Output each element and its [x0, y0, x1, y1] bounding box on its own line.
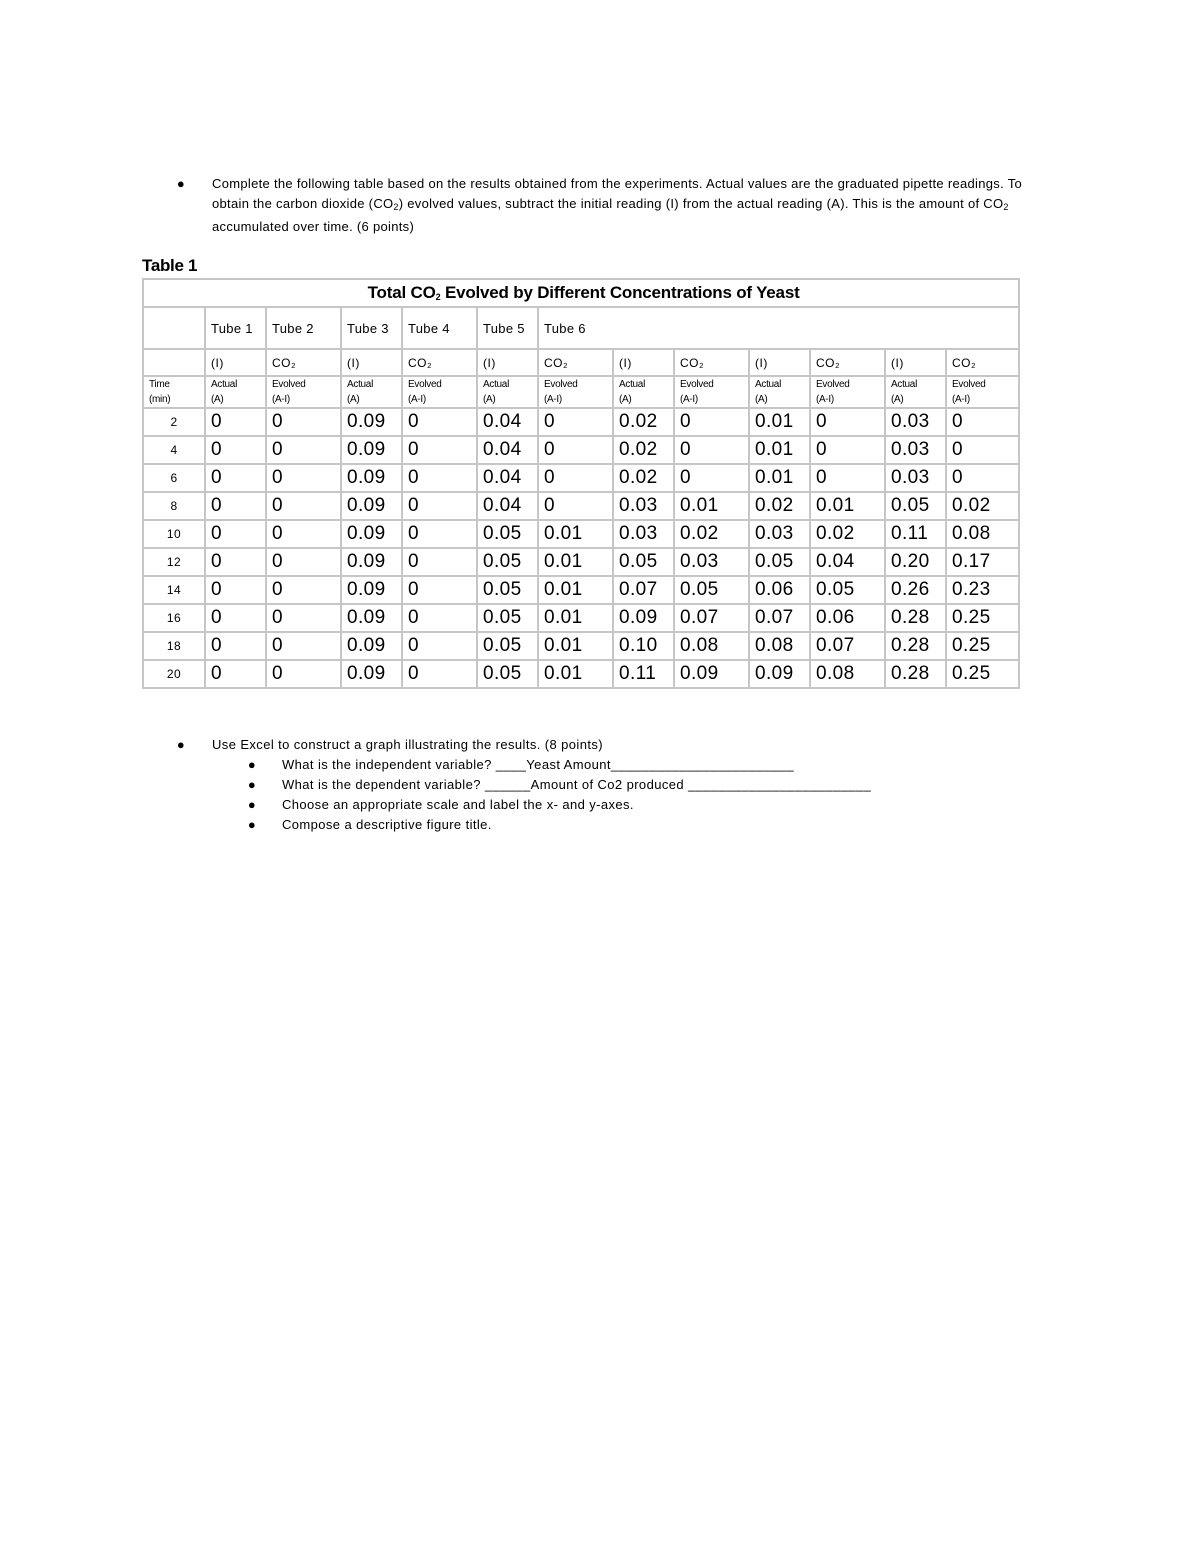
value-cell: 0.05 — [477, 548, 538, 576]
column-label-line1: Actual — [347, 379, 373, 390]
title-instruction: Compose a descriptive figure title. — [282, 817, 492, 832]
column-label-cell — [674, 376, 749, 408]
time-header — [143, 376, 205, 408]
bullet-icon: ● — [176, 176, 186, 191]
value-cell: 0.02 — [613, 464, 674, 492]
value-cell: 0.09 — [341, 492, 402, 520]
table-row — [143, 632, 1019, 660]
value-cell: 0.08 — [749, 632, 810, 660]
table-title — [143, 279, 1019, 307]
value-cell: 0.07 — [749, 604, 810, 632]
value-cell: 0 — [266, 492, 341, 520]
value-cell: 0.04 — [477, 408, 538, 436]
time-cell: 16 — [143, 604, 205, 632]
value-cell: 0.09 — [341, 408, 402, 436]
value-cell: 0.09 — [341, 520, 402, 548]
value-cell: 0.02 — [613, 436, 674, 464]
value-cell: 0.20 — [885, 548, 946, 576]
symbol-cell: CO₂ — [402, 349, 477, 376]
column-label-line1: Actual — [483, 379, 509, 390]
table-row — [143, 576, 1019, 604]
value-cell: 0.05 — [613, 548, 674, 576]
value-cell: 0 — [402, 660, 477, 688]
value-cell: 0 — [205, 408, 266, 436]
table-row — [143, 492, 1019, 520]
value-cell: 0 — [402, 436, 477, 464]
results-table — [142, 278, 1020, 689]
column-label-cell — [205, 376, 266, 408]
column-label-cell — [749, 376, 810, 408]
column-label-line1: Actual — [619, 379, 645, 390]
column-label-line1: Actual — [211, 379, 237, 390]
time-cell: 2 — [143, 408, 205, 436]
value-cell: 0 — [266, 436, 341, 464]
value-cell: 0 — [205, 492, 266, 520]
column-label-line2: (A) — [211, 394, 224, 405]
intro-text — [212, 176, 1022, 234]
time-cell: 20 — [143, 660, 205, 688]
column-label-cell — [341, 376, 402, 408]
value-cell: 0.01 — [538, 548, 613, 576]
intro-bullet — [176, 174, 1056, 237]
tube-header-2: Tube 2 — [266, 307, 341, 349]
tube-header-6: Tube 6 — [538, 307, 1019, 349]
table-row — [143, 548, 1019, 576]
value-cell: 0.02 — [749, 492, 810, 520]
value-cell: 0.01 — [810, 492, 885, 520]
column-label-line1: Evolved — [408, 379, 442, 390]
intro-text-1: Complete the following table based on the results obtained from the experiments. Actual values are the graduated pipette readings. To obtain the carbon dioxide (CO — [212, 176, 1023, 211]
time-cell: 10 — [143, 520, 205, 548]
value-cell: 0.05 — [885, 492, 946, 520]
value-cell: 0.05 — [749, 548, 810, 576]
column-label-line1: Evolved — [952, 379, 986, 390]
value-cell: 0 — [205, 464, 266, 492]
column-label-line2: (A-I) — [816, 394, 834, 405]
column-label-cell — [538, 376, 613, 408]
instructions-sub-item — [176, 775, 1056, 795]
value-cell: 0 — [266, 660, 341, 688]
intro-sub-1: 2 — [393, 202, 399, 212]
column-label-line1: Evolved — [272, 379, 306, 390]
value-cell: 0.23 — [946, 576, 1019, 604]
value-cell: 0.05 — [674, 576, 749, 604]
value-cell: 0.07 — [810, 632, 885, 660]
column-label-line2: (A) — [755, 394, 768, 405]
value-cell: 0 — [402, 492, 477, 520]
column-label-cell — [266, 376, 341, 408]
value-cell: 0.26 — [885, 576, 946, 604]
value-cell: 0.05 — [477, 660, 538, 688]
value-cell: 0 — [538, 436, 613, 464]
symbol-cell: CO₂ — [266, 349, 341, 376]
tube-header-3: Tube 3 — [341, 307, 402, 349]
value-cell: 0 — [946, 436, 1019, 464]
value-cell: 0.09 — [341, 632, 402, 660]
instructions-sub-item — [176, 815, 1056, 835]
value-cell: 0.06 — [749, 576, 810, 604]
value-cell: 0 — [205, 660, 266, 688]
value-cell: 0.09 — [341, 548, 402, 576]
value-cell: 0.04 — [477, 436, 538, 464]
bullet-icon: ● — [247, 777, 257, 792]
symbol-cell: (I) — [205, 349, 266, 376]
intro-text-2: ) evolved values, subtract the initial reading (I) from the actual reading (A). This is the amount of CO — [398, 196, 1004, 211]
column-label-line1: Evolved — [680, 379, 714, 390]
value-cell: 0 — [674, 408, 749, 436]
column-label-line1: Evolved — [816, 379, 850, 390]
value-cell: 0 — [946, 464, 1019, 492]
value-cell: 0 — [402, 408, 477, 436]
time-header-line2: (min) — [149, 394, 171, 405]
symbol-cell: (I) — [749, 349, 810, 376]
value-cell: 0 — [402, 548, 477, 576]
value-cell: 0 — [205, 632, 266, 660]
tube-header-empty — [143, 307, 205, 349]
table-row — [143, 660, 1019, 688]
time-cell: 6 — [143, 464, 205, 492]
value-cell: 0.11 — [613, 660, 674, 688]
column-label-line2: (A) — [891, 394, 904, 405]
value-cell: 0.08 — [674, 632, 749, 660]
bullet-icon: ● — [247, 757, 257, 772]
value-cell: 0.28 — [885, 660, 946, 688]
bullet-icon: ● — [176, 737, 186, 752]
value-cell: 0 — [538, 492, 613, 520]
value-cell: 0.09 — [613, 604, 674, 632]
time-cell: 4 — [143, 436, 205, 464]
value-cell: 0.01 — [538, 520, 613, 548]
column-label-line2: (A-I) — [544, 394, 562, 405]
column-label-cell — [402, 376, 477, 408]
symbol-cell: (I) — [885, 349, 946, 376]
value-cell: 0.09 — [341, 436, 402, 464]
table-row — [143, 436, 1019, 464]
symbol-cell: CO₂ — [810, 349, 885, 376]
value-cell: 0.09 — [341, 576, 402, 604]
value-cell: 0.01 — [538, 576, 613, 604]
value-cell: 0 — [810, 464, 885, 492]
symbol-cell: CO₂ — [538, 349, 613, 376]
time-header-line1: Time — [149, 379, 170, 390]
symbol-cell: CO₂ — [946, 349, 1019, 376]
column-label-line2: (A) — [619, 394, 632, 405]
tube-header-1: Tube 1 — [205, 307, 266, 349]
value-cell: 0.05 — [810, 576, 885, 604]
symbol-cell: (I) — [613, 349, 674, 376]
bullet-icon: ● — [247, 817, 257, 832]
value-cell: 0.01 — [749, 436, 810, 464]
value-cell: 0.02 — [674, 520, 749, 548]
value-cell: 0 — [402, 576, 477, 604]
intro-sub-2: 2 — [1003, 202, 1009, 212]
value-cell: 0 — [205, 604, 266, 632]
table-title-part1: Total CO — [367, 283, 436, 302]
value-cell: 0.03 — [613, 492, 674, 520]
value-cell: 0.04 — [810, 548, 885, 576]
value-cell: 0.09 — [341, 464, 402, 492]
value-cell: 0.02 — [946, 492, 1019, 520]
value-cell: 0.25 — [946, 632, 1019, 660]
value-cell: 0.10 — [613, 632, 674, 660]
column-label-line2: (A-I) — [952, 394, 970, 405]
column-label-line2: (A) — [347, 394, 360, 405]
symbol-cell: CO₂ — [674, 349, 749, 376]
value-cell: 0 — [266, 576, 341, 604]
value-cell: 0.01 — [749, 408, 810, 436]
column-label-cell — [613, 376, 674, 408]
value-cell: 0.01 — [674, 492, 749, 520]
independent-variable-question: What is the independent variable? ____Yeast Amount________________________ — [282, 757, 794, 772]
symbol-cell: (I) — [477, 349, 538, 376]
value-cell: 0.01 — [538, 632, 613, 660]
table-row — [143, 464, 1019, 492]
value-cell: 0.04 — [477, 464, 538, 492]
value-cell: 0 — [205, 520, 266, 548]
label-row — [143, 376, 1019, 408]
value-cell: 0.09 — [341, 660, 402, 688]
value-cell: 0.03 — [885, 408, 946, 436]
value-cell: 0.09 — [341, 604, 402, 632]
column-label-cell — [810, 376, 885, 408]
column-label-line1: Actual — [755, 379, 781, 390]
value-cell: 0.09 — [749, 660, 810, 688]
value-cell: 0 — [266, 408, 341, 436]
value-cell: 0.03 — [885, 464, 946, 492]
value-cell: 0.01 — [749, 464, 810, 492]
value-cell: 0 — [810, 408, 885, 436]
value-cell: 0.11 — [885, 520, 946, 548]
value-cell: 0.17 — [946, 548, 1019, 576]
value-cell: 0.09 — [674, 660, 749, 688]
value-cell: 0 — [266, 464, 341, 492]
column-label-line1: Evolved — [544, 379, 578, 390]
value-cell: 0 — [538, 464, 613, 492]
time-cell: 12 — [143, 548, 205, 576]
value-cell: 0.05 — [477, 520, 538, 548]
tube-header-4: Tube 4 — [402, 307, 477, 349]
value-cell: 0.05 — [477, 604, 538, 632]
value-cell: 0.07 — [674, 604, 749, 632]
value-cell: 0 — [402, 604, 477, 632]
instructions-sub-item — [176, 755, 1056, 775]
value-cell: 0.03 — [885, 436, 946, 464]
dependent-variable-question: What is the dependent variable? ______Amount of Co2 produced ________________________ — [282, 777, 872, 792]
value-cell: 0.28 — [885, 604, 946, 632]
value-cell: 0.25 — [946, 660, 1019, 688]
scale-instruction: Choose an appropriate scale and label the x- and y-axes. — [282, 797, 634, 812]
table-row — [143, 408, 1019, 436]
data-body — [143, 408, 1019, 688]
value-cell: 0 — [946, 408, 1019, 436]
value-cell: 0 — [266, 632, 341, 660]
table-label: Table 1 — [142, 256, 198, 275]
table-title-sub: 2 — [435, 292, 441, 302]
value-cell: 0 — [538, 408, 613, 436]
intro-text-3: accumulated over time. (6 points) — [212, 219, 415, 234]
value-cell: 0.03 — [749, 520, 810, 548]
time-cell: 8 — [143, 492, 205, 520]
table-title-row — [143, 279, 1019, 307]
value-cell: 0.08 — [810, 660, 885, 688]
value-cell: 0.02 — [613, 408, 674, 436]
value-cell: 0.05 — [477, 576, 538, 604]
column-label-line1: Actual — [891, 379, 917, 390]
column-label-line2: (A) — [483, 394, 496, 405]
column-label-cell — [946, 376, 1019, 408]
time-cell: 14 — [143, 576, 205, 604]
table-title-part2: Evolved by Different Concentrations of Yeast — [440, 283, 800, 302]
value-cell: 0 — [266, 520, 341, 548]
instructions-sub-item — [176, 795, 1056, 815]
value-cell: 0.07 — [613, 576, 674, 604]
symbol-row — [143, 349, 1019, 376]
tube-header-5: Tube 5 — [477, 307, 538, 349]
value-cell: 0.08 — [946, 520, 1019, 548]
intro-item — [176, 174, 1056, 237]
value-cell: 0 — [402, 632, 477, 660]
value-cell: 0 — [402, 520, 477, 548]
tube-header-row — [143, 307, 1019, 349]
value-cell: 0.05 — [477, 632, 538, 660]
value-cell: 0 — [674, 436, 749, 464]
symbol-empty — [143, 349, 205, 376]
value-cell: 0.04 — [477, 492, 538, 520]
value-cell: 0 — [674, 464, 749, 492]
column-label-cell — [885, 376, 946, 408]
value-cell: 0.01 — [538, 604, 613, 632]
instructions-main-text: Use Excel to construct a graph illustrating the results. (8 points) — [212, 737, 603, 752]
symbol-cell: (I) — [341, 349, 402, 376]
bullet-icon: ● — [247, 797, 257, 812]
value-cell: 0.02 — [810, 520, 885, 548]
value-cell: 0 — [266, 604, 341, 632]
value-cell: 0.03 — [674, 548, 749, 576]
column-label-line2: (A-I) — [272, 394, 290, 405]
value-cell: 0 — [205, 576, 266, 604]
table-row — [143, 520, 1019, 548]
column-label-line2: (A-I) — [680, 394, 698, 405]
instructions — [176, 735, 1056, 835]
table-row — [143, 604, 1019, 632]
value-cell: 0.28 — [885, 632, 946, 660]
value-cell: 0 — [402, 464, 477, 492]
value-cell: 0.06 — [810, 604, 885, 632]
value-cell: 0 — [205, 548, 266, 576]
time-cell: 18 — [143, 632, 205, 660]
instructions-main — [176, 735, 1056, 755]
value-cell: 0.01 — [538, 660, 613, 688]
value-cell: 0.25 — [946, 604, 1019, 632]
value-cell: 0.03 — [613, 520, 674, 548]
value-cell: 0 — [205, 436, 266, 464]
column-label-cell — [477, 376, 538, 408]
column-label-line2: (A-I) — [408, 394, 426, 405]
value-cell: 0 — [266, 548, 341, 576]
value-cell: 0 — [810, 436, 885, 464]
